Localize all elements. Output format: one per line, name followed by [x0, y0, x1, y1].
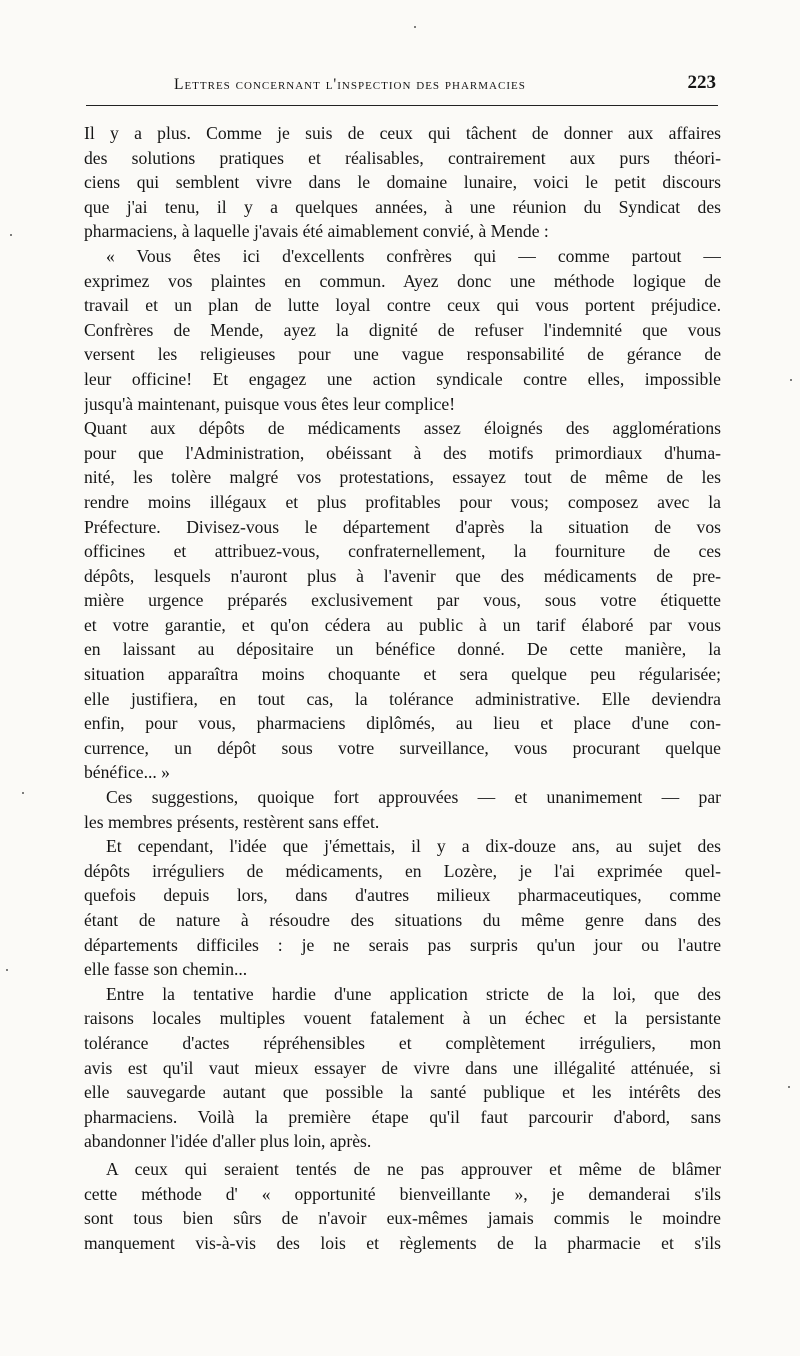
text-line: « Vous êtes ici d'excellents confrères qui — comme partout — — [106, 245, 721, 266]
body-text — [84, 121, 721, 1255]
text-line: elle justifiera, en tout cas, la tolérance administrative. Elle deviendra — [84, 688, 721, 709]
text-line: leur officine! Et engagez une action syndicale contre elles, impossible — [84, 368, 721, 389]
page-header — [84, 60, 720, 100]
running-head: Lettres concernant l'inspection des pharmacies — [174, 76, 526, 93]
page-number: 223 — [687, 72, 716, 93]
text-line: exprimez vos plaintes en commun. Ayez donc une méthode logique de — [84, 270, 721, 291]
text-line: currence, un dépôt sous votre surveillance, vous procurant quelque — [84, 737, 721, 758]
text-line: jusqu'à maintenant, puisque vous êtes leur complice! — [84, 393, 456, 414]
text-line: Et cependant, l'idée que j'émettais, il y a dix-douze ans, au sujet des — [106, 836, 721, 857]
print-speck — [414, 26, 416, 28]
text-line: versent les religieuses pour une vague responsabilité de gérance de — [84, 344, 721, 365]
text-line: officines et attribuez-vous, confraternellement, la fourniture de ces — [84, 541, 721, 562]
text-line: enfin, pour vous, pharmaciens diplômés, au lieu et place d'une con- — [84, 713, 721, 734]
text-line: bénéfice... » — [84, 762, 170, 783]
print-speck — [790, 379, 792, 381]
print-speck — [6, 969, 8, 971]
text-line: avis est qu'il vaut mieux essayer de vivre dans une illégalité atténuée, si — [84, 1057, 721, 1078]
text-line: pharmaciens, à laquelle j'avais été aimablement convié, à Mende : — [84, 221, 549, 242]
text-line: que j'ai tenu, il y a quelques années, à une réunion du Syndicat des — [84, 196, 721, 217]
text-line: dépôts, lesquels n'auront plus à l'avenir que des médicaments de pre- — [84, 565, 721, 586]
text-line: Préfecture. Divisez-vous le département d'après la situation de vos — [84, 516, 721, 537]
text-line: Entre la tentative hardie d'une application stricte de la loi, que des — [106, 983, 721, 1004]
print-speck — [788, 1086, 790, 1088]
text-line: A ceux qui seraient tentés de ne pas approuver et même de blâmer — [106, 1158, 721, 1179]
text-line: Ces suggestions, quoique fort approuvées — et unanimement — par — [106, 787, 721, 808]
text-line: quefois depuis lors, dans d'autres milieux pharmaceutiques, comme — [84, 885, 721, 906]
text-line: abandonner l'idée d'aller plus loin, après. — [84, 1131, 372, 1152]
text-line: Quant aux dépôts de médicaments assez éloignés des agglomérations — [84, 418, 721, 439]
text-line: les membres présents, restèrent sans effet. — [84, 811, 380, 832]
text-line: situation apparaîtra moins choquante et sera quelque peu régularisée; — [84, 664, 721, 685]
text-line: pour que l'Administration, obéissant à des motifs primordiaux d'huma- — [84, 442, 721, 463]
text-line: cette méthode d' « opportunité bienveillante », je demanderai s'ils — [84, 1183, 721, 1204]
text-line: tolérance d'actes répréhensibles et complètement irréguliers, mon — [84, 1032, 721, 1053]
text-line: travail et un plan de lutte loyal contre ceux qui vous portent préjudice. — [84, 295, 721, 316]
text-line: Il y a plus. Comme je suis de ceux qui tâchent de donner aux affaires — [84, 123, 721, 143]
text-line: étant de nature à résoudre des situations du même genre dans des — [84, 910, 721, 930]
text-line: nité, les tolère malgré vos protestations, essayez tout de même de les — [84, 467, 721, 488]
header-rule — [86, 105, 718, 106]
text-line: des solutions pratiques et réalisables, contrairement aux purs théori- — [84, 147, 721, 168]
text-line: en laissant au dépositaire un bénéfice donné. De cette manière, la — [84, 639, 721, 660]
text-line: rendre moins illégaux et plus profitables pour vous; composez avec la — [84, 491, 721, 512]
text-line: sont tous bien sûrs de n'avoir eux-mêmes jamais commis le moindre — [84, 1208, 721, 1229]
text-line: mière urgence préparés exclusivement par vous, sous votre étiquette — [84, 590, 721, 611]
text-line: départements difficiles : je ne serais pas surpris qu'un jour ou l'autre — [84, 934, 721, 955]
print-speck — [22, 792, 24, 794]
text-line: raisons locales multiples vouent fatalement à un échec et la persistante — [84, 1008, 721, 1029]
text-line: Confrères de Mende, ayez la dignité de refuser l'indemnité que vous — [84, 319, 721, 340]
text-line: pharmaciens. Voilà la première étape qu'il faut parcourir d'abord, sans — [84, 1106, 721, 1127]
text-line: elle fasse son chemin... — [84, 959, 248, 980]
print-speck — [10, 234, 12, 236]
text-line: dépôts irréguliers de médicaments, en Lozère, je l'ai exprimée quel- — [84, 860, 721, 881]
text-line: manquement vis-à-vis des lois et règlements de la pharmacie et s'ils — [84, 1232, 721, 1253]
text-line: ciens qui semblent vivre dans le domaine lunaire, voici le petit discours — [84, 172, 721, 193]
text-line: elle sauvegarde autant que possible la santé publique et les intérêts des — [84, 1082, 721, 1103]
text-line: et votre garantie, et qu'on cédera au public à un tarif élaboré par vous — [84, 614, 721, 635]
